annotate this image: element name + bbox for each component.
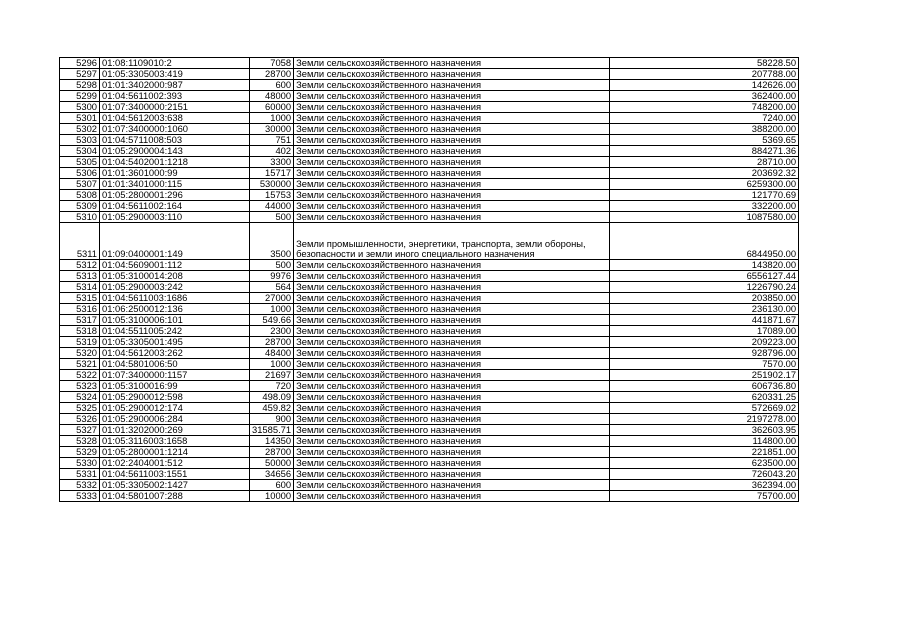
cadastral-number-cell: 01:04:5801007:288: [100, 491, 250, 502]
area-cell: 15753: [250, 190, 294, 201]
table-row: [60, 447, 799, 458]
cadastral-number-cell: 01:05:3100014:208: [100, 271, 250, 282]
row-number-cell: 5305: [60, 157, 100, 168]
area-cell: 15717: [250, 168, 294, 179]
table-row: [60, 414, 799, 425]
land-category-cell: Земли сельскохозяйственного назначения: [294, 381, 610, 392]
cadastral-value-cell: 207788.00: [610, 69, 799, 80]
row-number-cell: 5314: [60, 282, 100, 293]
cadastral-number-cell: 01:04:5612003:262: [100, 348, 250, 359]
cadastral-value-cell: 1226790.24: [610, 282, 799, 293]
cadastral-value-cell: 209223.00: [610, 337, 799, 348]
table-row: [60, 304, 799, 315]
table-row: [60, 337, 799, 348]
land-category-cell: Земли промышленности, энергетики, транспорта, земли обороны, безопасности и земли иного специального назначения: [294, 223, 610, 260]
land-category-cell: Земли сельскохозяйственного назначения: [294, 80, 610, 91]
land-category-cell: Земли сельскохозяйственного назначения: [294, 260, 610, 271]
row-number-cell: 5312: [60, 260, 100, 271]
land-category-cell: Земли сельскохозяйственного назначения: [294, 458, 610, 469]
table-row: [60, 359, 799, 370]
table-row: [60, 135, 799, 146]
cadastral-value-cell: 75700.00: [610, 491, 799, 502]
land-category-cell: Земли сельскохозяйственного назначения: [294, 315, 610, 326]
area-cell: 31585.71: [250, 425, 294, 436]
area-cell: 600: [250, 480, 294, 491]
cadastral-value-cell: 221851.00: [610, 447, 799, 458]
land-category-cell: Земли сельскохозяйственного назначения: [294, 480, 610, 491]
cadastral-number-cell: 01:05:3305002:1427: [100, 480, 250, 491]
row-number-cell: 5298: [60, 80, 100, 91]
land-category-cell: Земли сельскохозяйственного назначения: [294, 69, 610, 80]
land-category-cell: Земли сельскохозяйственного назначения: [294, 403, 610, 414]
cadastral-number-cell: 01:04:5611003:1551: [100, 469, 250, 480]
area-cell: 28700: [250, 69, 294, 80]
land-category-cell: Земли сельскохозяйственного назначения: [294, 447, 610, 458]
cadastral-number-cell: 01:05:2900006:284: [100, 414, 250, 425]
cadastral-number-cell: 01:07:3400000:2151: [100, 102, 250, 113]
table-row: [60, 179, 799, 190]
row-number-cell: 5313: [60, 271, 100, 282]
cadastral-number-cell: 01:04:5612003:638: [100, 113, 250, 124]
area-cell: 2300: [250, 326, 294, 337]
land-category-cell: Земли сельскохозяйственного назначения: [294, 168, 610, 179]
cadastral-value-cell: 6259300.00: [610, 179, 799, 190]
cadastral-number-cell: 01:05:3116003:1658: [100, 436, 250, 447]
cadastral-number-cell: 01:05:2900012:598: [100, 392, 250, 403]
table-row: [60, 271, 799, 282]
cadastral-value-cell: 441871.67: [610, 315, 799, 326]
land-category-cell: Земли сельскохозяйственного назначения: [294, 212, 610, 223]
area-cell: 44000: [250, 201, 294, 212]
table-row: [60, 403, 799, 414]
area-cell: 402: [250, 146, 294, 157]
row-number-cell: 5297: [60, 69, 100, 80]
area-cell: 27000: [250, 293, 294, 304]
area-cell: 50000: [250, 458, 294, 469]
cadastral-number-cell: 01:05:2900003:110: [100, 212, 250, 223]
cadastral-number-cell: 01:04:5611002:393: [100, 91, 250, 102]
area-cell: 564: [250, 282, 294, 293]
row-number-cell: 5326: [60, 414, 100, 425]
cadastral-number-cell: 01:01:3202000:269: [100, 425, 250, 436]
cadastral-value-cell: 28710.00: [610, 157, 799, 168]
row-number-cell: 5322: [60, 370, 100, 381]
cadastral-value-cell: 572669.02: [610, 403, 799, 414]
land-category-cell: Земли сельскохозяйственного назначения: [294, 271, 610, 282]
cadastral-number-cell: 01:04:5511005:242: [100, 326, 250, 337]
row-number-cell: 5330: [60, 458, 100, 469]
cadastral-number-cell: 01:04:5711008:503: [100, 135, 250, 146]
cadastral-number-cell: 01:05:2800001:1214: [100, 447, 250, 458]
cadastral-value-cell: 362603.95: [610, 425, 799, 436]
land-category-cell: Земли сельскохозяйственного назначения: [294, 58, 610, 69]
table-row: [60, 436, 799, 447]
land-category-cell: Земли сельскохозяйственного назначения: [294, 190, 610, 201]
table-row: [60, 223, 799, 260]
land-category-cell: Земли сельскохозяйственного назначения: [294, 326, 610, 337]
table-row: [60, 113, 799, 124]
cadastral-value-cell: 620331.25: [610, 392, 799, 403]
area-cell: 30000: [250, 124, 294, 135]
cadastral-value-cell: 114800.00: [610, 436, 799, 447]
table-row: [60, 124, 799, 135]
area-cell: 459.82: [250, 403, 294, 414]
cadastral-number-cell: 01:08:1109010:2: [100, 58, 250, 69]
cadastral-number-cell: 01:01:3401000:115: [100, 179, 250, 190]
cadastral-value-cell: 748200.00: [610, 102, 799, 113]
land-category-cell: Земли сельскохозяйственного назначения: [294, 359, 610, 370]
cadastral-value-cell: 928796.00: [610, 348, 799, 359]
cadastral-number-cell: 01:02:2404001:512: [100, 458, 250, 469]
area-cell: 498.09: [250, 392, 294, 403]
cadastral-value-cell: 1087580.00: [610, 212, 799, 223]
cadastral-number-cell: 01:05:2900004:143: [100, 146, 250, 157]
cadastral-value-cell: 623500.00: [610, 458, 799, 469]
area-cell: 720: [250, 381, 294, 392]
row-number-cell: 5320: [60, 348, 100, 359]
row-number-cell: 5300: [60, 102, 100, 113]
row-number-cell: 5302: [60, 124, 100, 135]
cadastral-number-cell: 01:07:3400000:1060: [100, 124, 250, 135]
row-number-cell: 5301: [60, 113, 100, 124]
table-row: [60, 392, 799, 403]
table-row: [60, 80, 799, 91]
cadastral-value-cell: 121770.69: [610, 190, 799, 201]
cadastral-number-cell: 01:05:2900012:174: [100, 403, 250, 414]
row-number-cell: 5307: [60, 179, 100, 190]
cadastral-number-cell: 01:05:3100006:101: [100, 315, 250, 326]
cadastral-value-cell: 236130.00: [610, 304, 799, 315]
area-cell: 28700: [250, 337, 294, 348]
table-row: [60, 201, 799, 212]
area-cell: 1000: [250, 304, 294, 315]
land-parcels-table: [59, 57, 799, 502]
area-cell: 600: [250, 80, 294, 91]
cadastral-number-cell: 01:05:3305001:495: [100, 337, 250, 348]
cadastral-number-cell: 01:04:5611002:164: [100, 201, 250, 212]
area-cell: 500: [250, 212, 294, 223]
land-category-cell: Земли сельскохозяйственного назначения: [294, 201, 610, 212]
cadastral-value-cell: 362394.00: [610, 480, 799, 491]
cadastral-number-cell: 01:01:3402000:987: [100, 80, 250, 91]
land-category-cell: Земли сельскохозяйственного назначения: [294, 491, 610, 502]
cadastral-value-cell: 726043.20: [610, 469, 799, 480]
table-row: [60, 69, 799, 80]
cadastral-value-cell: 2197278.00: [610, 414, 799, 425]
table-row: [60, 469, 799, 480]
row-number-cell: 5327: [60, 425, 100, 436]
row-number-cell: 5329: [60, 447, 100, 458]
cadastral-value-cell: 203850.00: [610, 293, 799, 304]
cadastral-number-cell: 01:05:2900003:242: [100, 282, 250, 293]
table-row: [60, 58, 799, 69]
cadastral-number-cell: 01:01:3601000:99: [100, 168, 250, 179]
area-cell: 1000: [250, 359, 294, 370]
table-row: [60, 370, 799, 381]
table-row: [60, 212, 799, 223]
table-row: [60, 146, 799, 157]
cadastral-value-cell: 143820.00: [610, 260, 799, 271]
cadastral-value-cell: 142626.00: [610, 80, 799, 91]
row-number-cell: 5304: [60, 146, 100, 157]
land-category-cell: Земли сельскохозяйственного назначения: [294, 113, 610, 124]
area-cell: 21697: [250, 370, 294, 381]
land-category-cell: Земли сельскохозяйственного назначения: [294, 102, 610, 113]
land-category-cell: Земли сельскохозяйственного назначения: [294, 91, 610, 102]
row-number-cell: 5309: [60, 201, 100, 212]
cadastral-value-cell: 606736.80: [610, 381, 799, 392]
table-row: [60, 458, 799, 469]
row-number-cell: 5318: [60, 326, 100, 337]
area-cell: 530000: [250, 179, 294, 190]
land-category-cell: Земли сельскохозяйственного назначения: [294, 370, 610, 381]
table-row: [60, 480, 799, 491]
cadastral-value-cell: 6556127.44: [610, 271, 799, 282]
area-cell: 751: [250, 135, 294, 146]
cadastral-value-cell: 58228.50: [610, 58, 799, 69]
land-category-cell: Земли сельскохозяйственного назначения: [294, 348, 610, 359]
row-number-cell: 5310: [60, 212, 100, 223]
row-number-cell: 5306: [60, 168, 100, 179]
cadastral-value-cell: 251902.17: [610, 370, 799, 381]
area-cell: 3500: [250, 223, 294, 260]
row-number-cell: 5315: [60, 293, 100, 304]
land-category-cell: Земли сельскохозяйственного назначения: [294, 146, 610, 157]
table-row: [60, 425, 799, 436]
row-number-cell: 5299: [60, 91, 100, 102]
area-cell: 10000: [250, 491, 294, 502]
row-number-cell: 5296: [60, 58, 100, 69]
row-number-cell: 5316: [60, 304, 100, 315]
row-number-cell: 5331: [60, 469, 100, 480]
table-body: [60, 58, 799, 502]
cadastral-value-cell: 362400.00: [610, 91, 799, 102]
row-number-cell: 5328: [60, 436, 100, 447]
area-cell: 48000: [250, 91, 294, 102]
land-category-cell: Земли сельскохозяйственного назначения: [294, 179, 610, 190]
area-cell: 9976: [250, 271, 294, 282]
cadastral-value-cell: 884271.36: [610, 146, 799, 157]
table-row: [60, 102, 799, 113]
table-row: [60, 326, 799, 337]
table-row: [60, 491, 799, 502]
area-cell: 900: [250, 414, 294, 425]
land-category-cell: Земли сельскохозяйственного назначения: [294, 436, 610, 447]
cadastral-number-cell: 01:06:2500012:136: [100, 304, 250, 315]
table-row: [60, 168, 799, 179]
row-number-cell: 5308: [60, 190, 100, 201]
cadastral-number-cell: 01:05:3305003:419: [100, 69, 250, 80]
cadastral-value-cell: 6844950.00: [610, 223, 799, 260]
table-row: [60, 381, 799, 392]
cadastral-number-cell: 01:05:2800001:296: [100, 190, 250, 201]
area-cell: 549.66: [250, 315, 294, 326]
area-cell: 500: [250, 260, 294, 271]
land-category-cell: Земли сельскохозяйственного назначения: [294, 337, 610, 348]
cadastral-value-cell: 388200.00: [610, 124, 799, 135]
table-row: [60, 282, 799, 293]
cadastral-number-cell: 01:09:0400001:149: [100, 223, 250, 260]
land-category-cell: Земли сельскохозяйственного назначения: [294, 392, 610, 403]
row-number-cell: 5324: [60, 392, 100, 403]
cadastral-value-cell: 5369.65: [610, 135, 799, 146]
row-number-cell: 5319: [60, 337, 100, 348]
land-category-cell: Земли сельскохозяйственного назначения: [294, 282, 610, 293]
cadastral-value-cell: 7570.00: [610, 359, 799, 370]
cadastral-value-cell: 332200.00: [610, 201, 799, 212]
land-category-cell: Земли сельскохозяйственного назначения: [294, 124, 610, 135]
row-number-cell: 5333: [60, 491, 100, 502]
land-category-cell: Земли сельскохозяйственного назначения: [294, 414, 610, 425]
land-category-cell: Земли сельскохозяйственного назначения: [294, 157, 610, 168]
land-category-cell: Земли сельскохозяйственного назначения: [294, 304, 610, 315]
area-cell: 34656: [250, 469, 294, 480]
area-cell: 28700: [250, 447, 294, 458]
land-category-cell: Земли сельскохозяйственного назначения: [294, 469, 610, 480]
table-row: [60, 293, 799, 304]
cadastral-number-cell: 01:04:5402001:1218: [100, 157, 250, 168]
row-number-cell: 5311: [60, 223, 100, 260]
table-row: [60, 260, 799, 271]
area-cell: 7058: [250, 58, 294, 69]
table-row: [60, 157, 799, 168]
cadastral-number-cell: 01:04:5611003:1686: [100, 293, 250, 304]
area-cell: 14350: [250, 436, 294, 447]
cadastral-number-cell: 01:04:5801006:50: [100, 359, 250, 370]
area-cell: 60000: [250, 102, 294, 113]
row-number-cell: 5303: [60, 135, 100, 146]
cadastral-number-cell: 01:05:3100016:99: [100, 381, 250, 392]
cadastral-value-cell: 17089.00: [610, 326, 799, 337]
land-category-cell: Земли сельскохозяйственного назначения: [294, 425, 610, 436]
land-category-cell: Земли сельскохозяйственного назначения: [294, 293, 610, 304]
row-number-cell: 5332: [60, 480, 100, 491]
row-number-cell: 5321: [60, 359, 100, 370]
row-number-cell: 5325: [60, 403, 100, 414]
area-cell: 48400: [250, 348, 294, 359]
table-row: [60, 315, 799, 326]
cadastral-number-cell: 01:04:5609001:112: [100, 260, 250, 271]
area-cell: 3300: [250, 157, 294, 168]
cadastral-value-cell: 7240.00: [610, 113, 799, 124]
cadastral-number-cell: 01:07:3400000:1157: [100, 370, 250, 381]
table-row: [60, 190, 799, 201]
table-row: [60, 348, 799, 359]
land-category-cell: Земли сельскохозяйственного назначения: [294, 135, 610, 146]
table-row: [60, 91, 799, 102]
row-number-cell: 5317: [60, 315, 100, 326]
row-number-cell: 5323: [60, 381, 100, 392]
cadastral-value-cell: 203692.32: [610, 168, 799, 179]
area-cell: 1000: [250, 113, 294, 124]
